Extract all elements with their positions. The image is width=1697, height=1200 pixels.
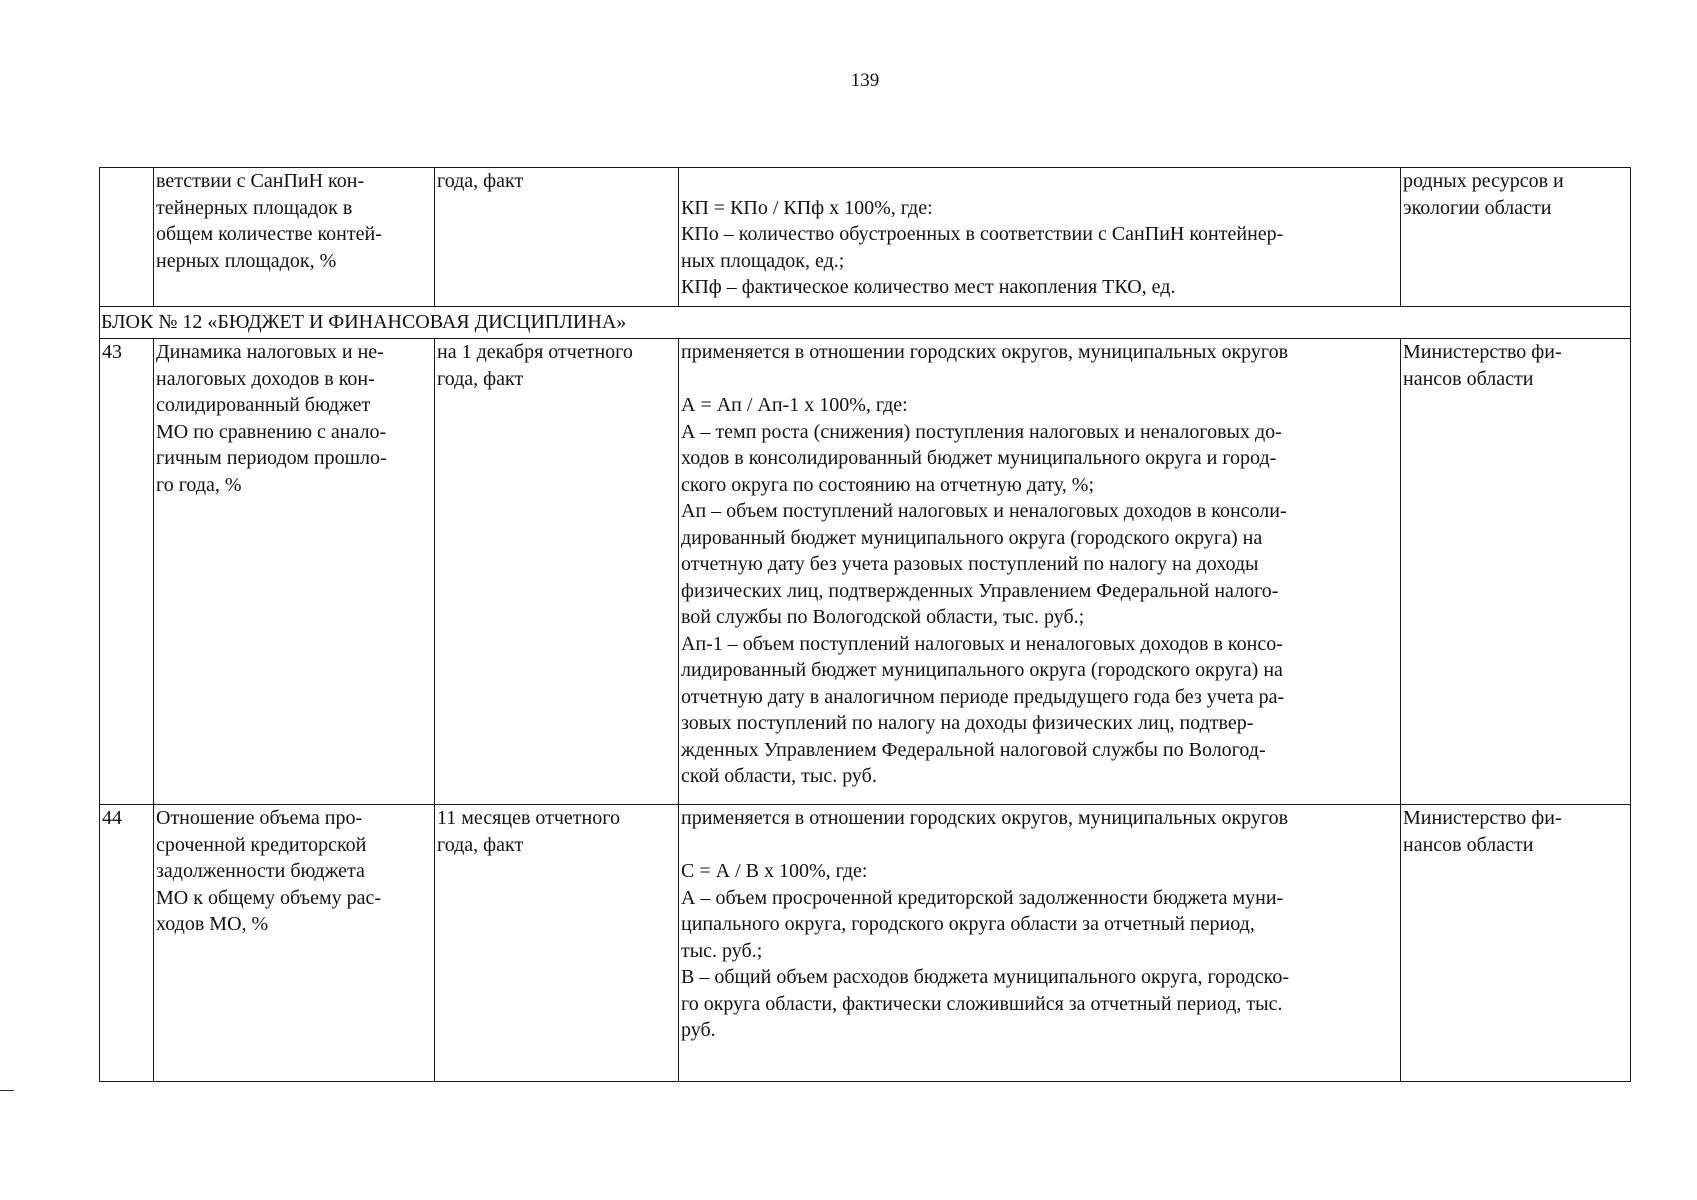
cell-responsible: Министерство фи- нансов области — [1401, 805, 1631, 1082]
cell-formula: применяется в отношении городских округов, муниципальных округов С = А / В х 100%, где: А – объем просроченной кредиторской задолженности бюджета муни- ципального округа, городского округа области за отчетный период, тыс. руб.; В – общий объем расходов бюджета муниципального округа, городско- го округа области, фактически сложившийся за отчетный период, тыс. руб. — [679, 805, 1401, 1082]
table-row-43 — [100, 339, 1631, 805]
cell-indicator: Динамика налоговых и не- налоговых доходов в кон- солидированный бюджет МО по сравнению с анало- гичным периодом прошло- го года, % — [154, 339, 435, 805]
cell-number: 44 — [100, 805, 154, 1082]
cell-period: 11 месяцев отчетного года, факт — [435, 805, 679, 1082]
indicators-table — [99, 167, 1631, 1082]
block-header: БЛОК № 12 «БЮДЖЕТ И ФИНАНСОВАЯ ДИСЦИПЛИНА» — [100, 307, 1631, 339]
cell-number — [100, 168, 154, 307]
margin-tick-mark — [0, 1090, 14, 1091]
block-header-row — [100, 307, 1631, 339]
cell-indicator: ветствии с СанПиН кон- тейнерных площадок в общем количестве контей- нерных площадок, % — [154, 168, 435, 307]
table-row-44 — [100, 805, 1631, 1082]
cell-formula: КП = КПо / КПф х 100%, где: КПо – количество обустроенных в соответствии с СанПиН контейнер- ных площадок, ед.; КПф – фактическое количество мест накопления ТКО, ед. — [679, 168, 1401, 307]
page-number: 139 — [850, 70, 880, 91]
cell-period: на 1 декабря отчетного года, факт — [435, 339, 679, 805]
cell-number: 43 — [100, 339, 154, 805]
cell-responsible: родных ресурсов и экологии области — [1401, 168, 1631, 307]
cell-formula: применяется в отношении городских округов, муниципальных округов А = Ап / Ап-1 х 100%, где: А – темп роста (снижения) поступления налоговых и неналоговых до- ходов в консолидированный бюджет муниципального округа и город- ского округа по состоянию на отчетную дату, %; Ап – объем поступлений налоговых и неналоговых доходов в консоли- дированный бюджет муниципального округа (городского округа) на отчетную дату без учета разовых поступлений по налогу на доходы физических лиц, подтвержденных Управлением Федеральной налого- вой службы по Вологодской области, тыс. руб.; Ап-1 – объем поступлений налоговых и неналоговых доходов в консо- лидированный бюджет муниципального округа (городского округа) на отчетную дату в аналогичном периоде предыдущего года без учета ра- зовых поступлений по налогу на доходы физических лиц, подтвер- жденных Управлением Федеральной налоговой службы по Вологод- ской области, тыс. руб. — [679, 339, 1401, 805]
cell-indicator: Отношение объема про- сроченной кредиторской задолженности бюджета МО к общему объему рас- ходов МО, % — [154, 805, 435, 1082]
cell-responsible: Министерство фи- нансов области — [1401, 339, 1631, 805]
table-row-continuation — [100, 168, 1631, 307]
cell-period: года, факт — [435, 168, 679, 307]
